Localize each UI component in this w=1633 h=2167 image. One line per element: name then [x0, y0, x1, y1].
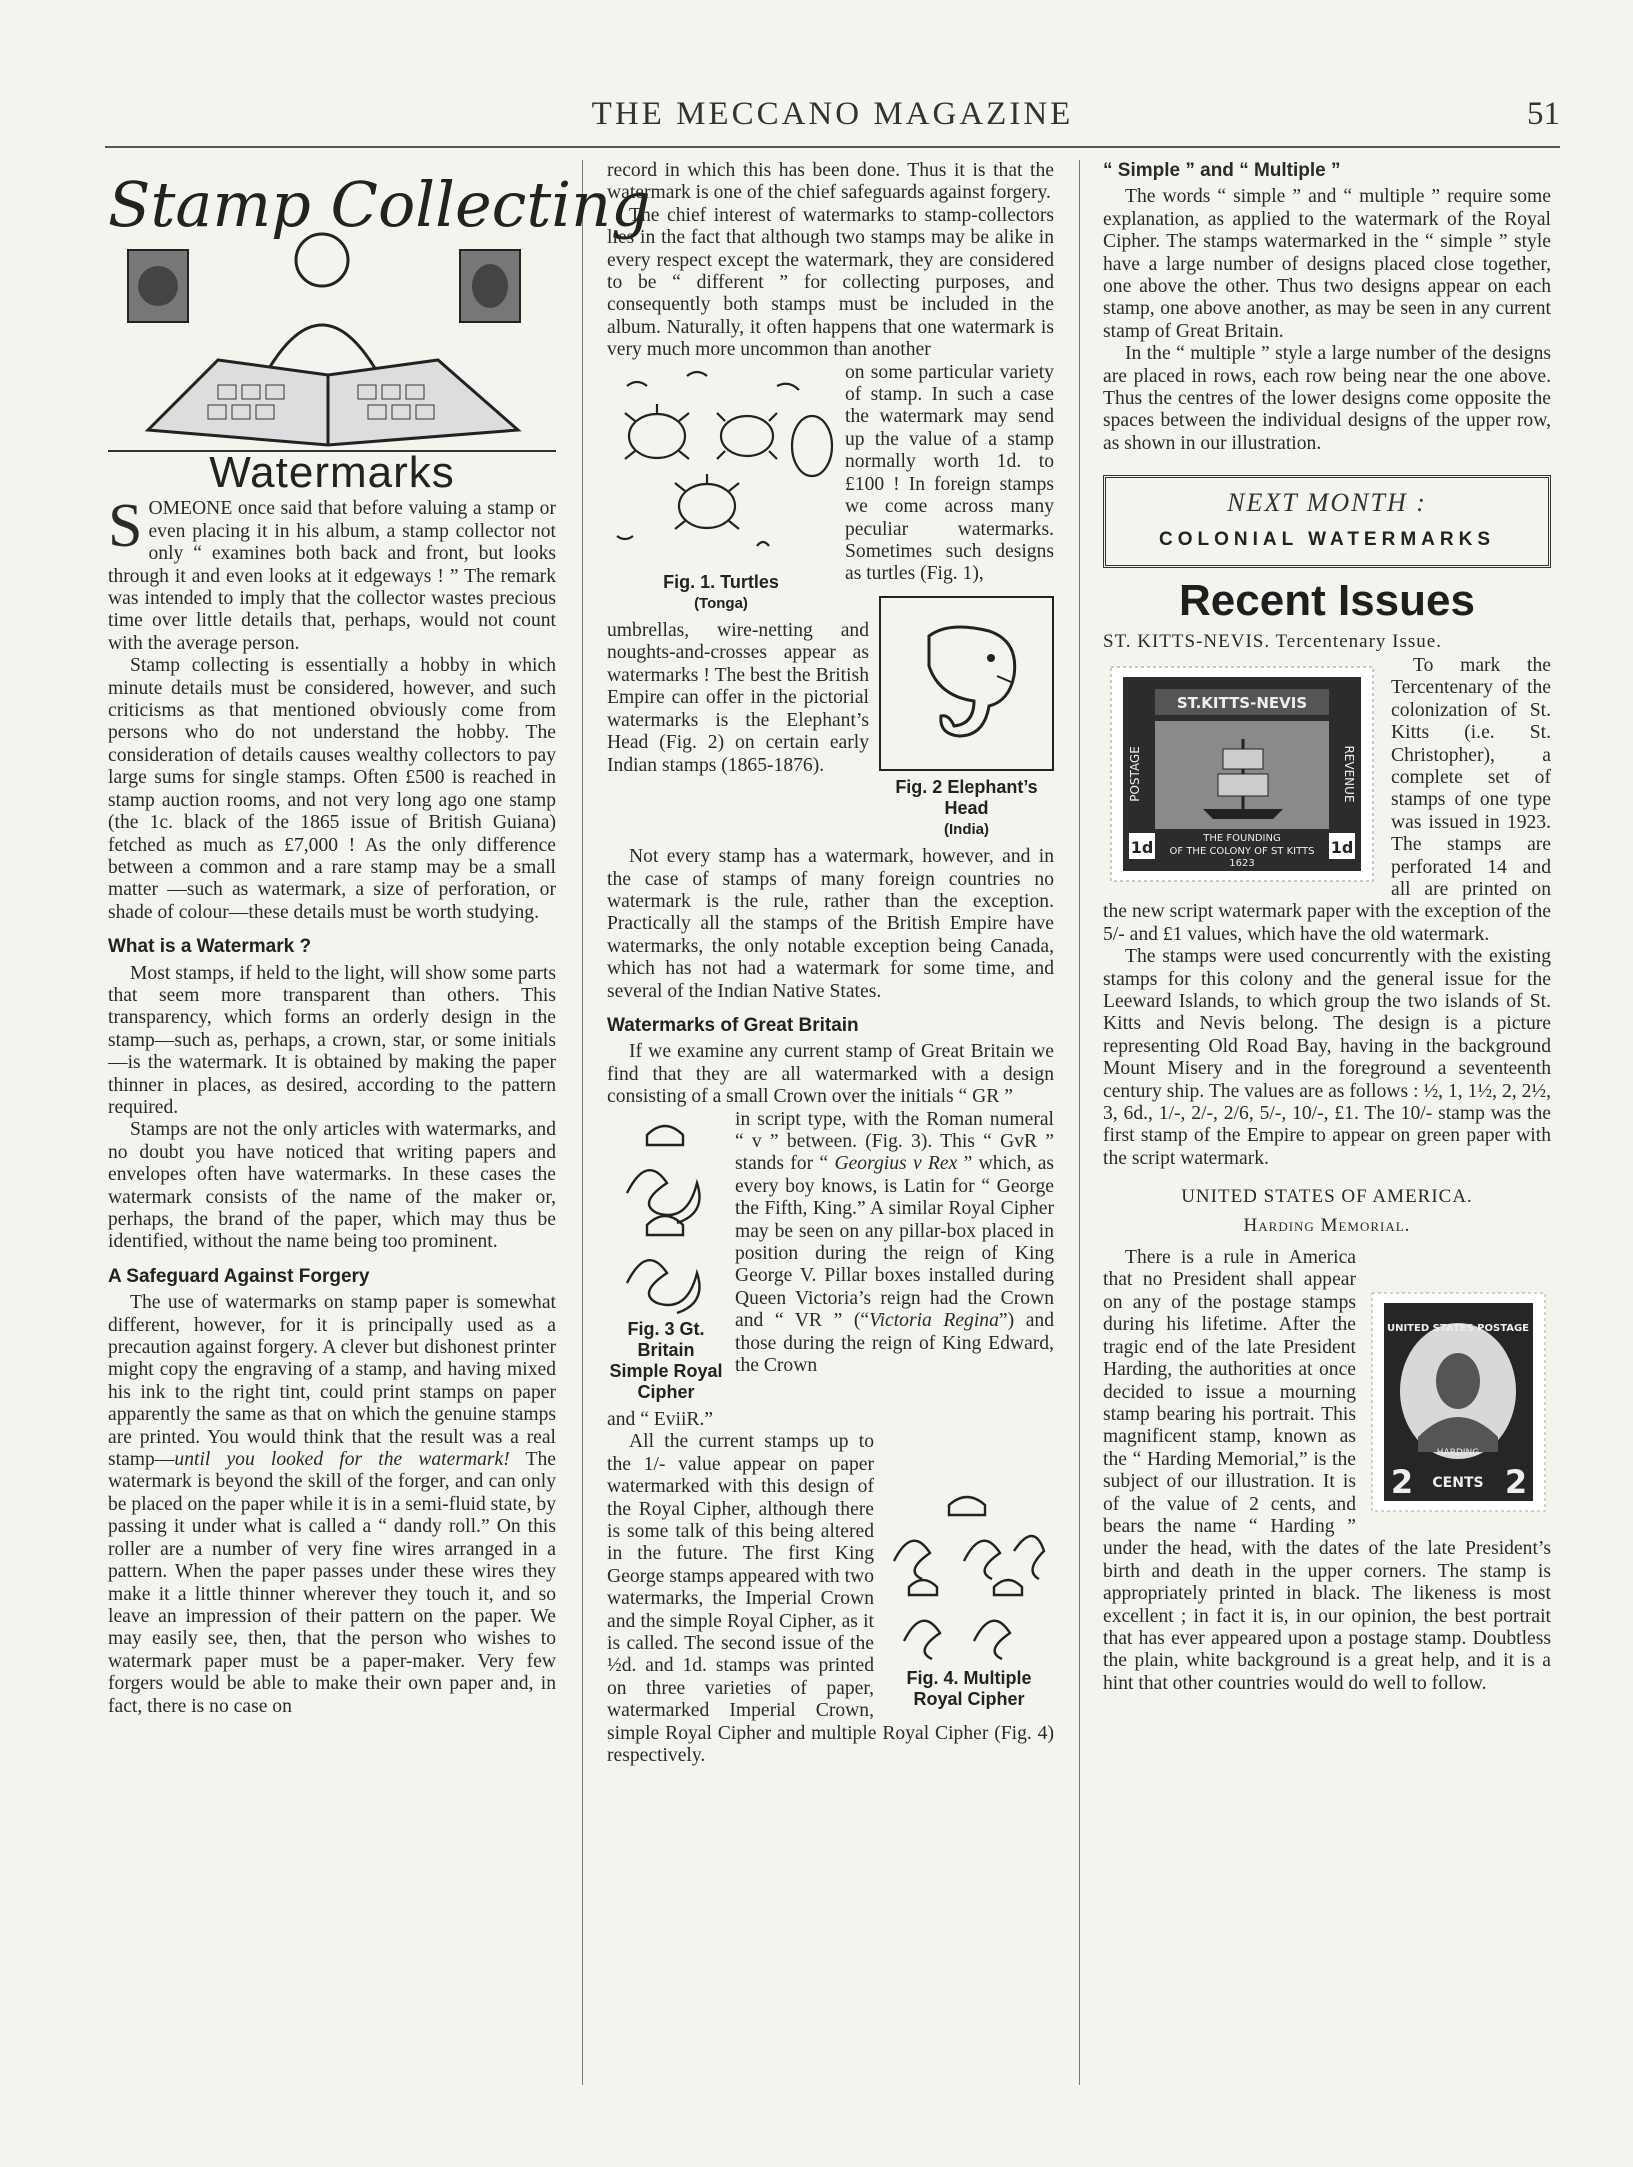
magazine-title: THE MECCANO MAGAZINE: [591, 96, 1074, 132]
mid-paragraph-6: All the current stamps up to the 1/- value appear on paper watermarked with this design of the Royal Cipher, although there is some talk of this being altered in the future. The first King George stamps appeared with two watermarks, the Imperial Crown and the simple Royal Cipher, as it is called. The second issue of the ½d. and 1d. stamps was printed on three varieties of paper, watermarked Imperial Crown, simple Royal Cipher and multiple Royal Cipher (Fig. 4) respectively.: [607, 1431, 1054, 1767]
safeguard-paragraph: The use of watermarks on stamp paper is somewhat different, however, for it is principally used as a precaution against forgery. A clever but dishonest printer might copy the engraving of a stamp, and having mixed his ink to the right tint, could print stamps on paper apparently the same as that on which the genuine stamps are printed. You would think that the result was a real stamp—until you looked for the watermark! The watermark is beyond the skill of the forger, and can only be placed on the paper while it is in a semi-fluid state, by passing it under what is called a “ dandy roll.” On this roller are a number of very fine wires arranged in a pattern. When the paper passes under these wires they make it a little thinner wherever they touch it, and so leave an impression of their pattern on the paper. We may easily see, then, that the person who wishes to watermark paper must be a paper-maker. Very few forgers would be able to make their own paper and, in fact, there is no case on: [108, 1292, 556, 1717]
column-divider-2: [1079, 160, 1080, 2085]
figure-4: [884, 1491, 1054, 1709]
drop-cap: S: [108, 492, 143, 561]
turtles-watermark-icon: [607, 366, 835, 566]
usa-heading: UNITED STATES OF AMERICA.: [1181, 1186, 1473, 1208]
watermarks-heading: Watermarks: [209, 448, 455, 497]
next-month-topic: COLONIAL WATERMARKS: [1158, 528, 1495, 550]
figure-1: [607, 366, 835, 614]
what-is-watermark-heading: What is a Watermark ?: [108, 936, 312, 958]
mid-paragraph-5: If we examine any current stamp of Great Britain we find that they are all watermarked with a design consisting of a small Crown over the initials “ GR ”: [607, 1041, 1054, 1108]
st-kitts-heading: ST. KITTS-NEVIS. Tercentenary Issue.: [1103, 630, 1442, 652]
stamp1-right-text: REVENUE: [1342, 745, 1356, 803]
stamp1-year: 1623: [1229, 857, 1255, 869]
st-kitts-stamp: [1103, 659, 1381, 889]
usa-subheading: Harding Memorial.: [1243, 1214, 1411, 1236]
mid-paragraph-2: The chief interest of watermarks to stamp-collectors lies in the fact that although two stamps may be alike in every respect except the watermark, they are considered to be “ different ” for collecting purposes, and consequently both stamps must be included in the album. Naturally, it often happens that one watermark is very much more uncommon than another: [607, 204, 1054, 361]
what-paragraph-1: Most stamps, if held to the light, will show some parts that seem more transparent than others. This transparency, which forms an orderly design in the stamp—such as, perhaps, a crown, star, or some initials—is the watermark. It is obtained by making the paper thinner in places, as desired, according to the pattern required.: [108, 962, 556, 1118]
right-paragraph-2: In the “ multiple ” style a large number of the designs are placed in rows, each row being near the one above. Thus the centres of the lower designs come opposite the spaces between the individual designs of the upper row, as shown in our illustration.: [1103, 343, 1551, 454]
page-number: 51: [1527, 96, 1560, 132]
mid-paragraph-4: Not every stamp has a watermark, however, and in the case of stamps of many foreign countries no watermark is the rule, rather than the exception. Practically all the stamps of the British Empire have watermarks, the only notable exception being Canada, which has not had a watermark for some time, and several of the Indian Native States.: [607, 846, 1054, 1002]
stamp1-value-left: 1d: [1130, 837, 1154, 857]
column-middle: [607, 160, 1054, 2085]
stamp2-name: HARDING: [1436, 1448, 1480, 1459]
elephant-head-watermark-icon: [879, 596, 1054, 771]
harding-stamp: [1366, 1287, 1551, 1517]
great-britain-heading: Watermarks of Great Britain: [607, 1014, 859, 1036]
mid-paragraph-5-cont: in script type, with the Roman numeral “ v ” between. (Fig. 3). This “ GvR ” stands for “ Georgius v Rex ” which, as every boy knows, is Latin for “ George the Fifth, King.” A similar Royal Cipher may be seen on any pillar-box placed in position during the reign of King George V. Pillar boxes installed during Queen Victoria’s reign had the Crown and “ VR ” (“Victoria Regina”) and those during the reign of King Edward, the Crown: [735, 1108, 1055, 1377]
column-right: [1103, 160, 1551, 2085]
usa-paragraph: There is a rule in America that no President shall appear on any of the postage stamps during his lifetime. After the tragic end of the late President Harding, the authorities at once decided to issue a mourning stamp bearing his portrait. This magnificent stamp, known as the “ Harding Memorial,” is the subject of our illustration. It is of the value of 2 cents, and bears the name “ Harding ” under the head, with the dates of the late President’s birth and death in the upper corners. The stamp is appropriately printed in black. The likeness is most excellent ; in fact it is, in our opinion, the best portrait that has ever appeared upon a postage stamp. Doubtless the plain, white background is a great help, and it is a hint that other countries would do well to follow.: [1103, 1247, 1551, 1694]
mid-paragraph-2-cont: on some particular variety of stamp. In such a case the watermark may send up the value of a stamp normally worth 1d. to £100 ! In foreign stamps we come across many peculiar watermarks. Sometimes such designs as turtles (Fig. 1),: [845, 361, 1054, 585]
simple-multiple-heading: “ Simple ” and “ Multiple ”: [1103, 160, 1341, 181]
next-month-box: [1103, 475, 1551, 568]
what-paragraph-2: Stamps are not the only articles with watermarks, and no doubt you have noticed that writing papers and envelopes often have watermarks. In these cases the watermark consists of the name of the maker or, perhaps, the brand of the paper, which may thus be identified, without the name being too prominent.: [108, 1119, 556, 1253]
stamp1-bottom-text-2: OF THE COLONY OF ST KITTS: [1169, 845, 1315, 857]
fig1-subcaption: (Tonga): [694, 595, 748, 613]
harding-stamp-image: [1366, 1287, 1551, 1517]
stamp2-value-left: 2: [1390, 1463, 1414, 1502]
st-kitts-paragraph-2: The stamps were used concurrently with the existing stamps for this colony and the general issue for the Leeward Islands, to which group the two islands of St. Kitts and Nevis belong. The design is a picture representing Old Road Bay, having in the background Mount Misery and in the foreground a seventeenth century ship. The values are as follows : ½, 1, 1½, 2, 2½, 3, 6d., 1/-, 2/-, 2/6, 5/-, 10/-, £1. The 10/- stamp was the first stamp of the Empire to appear on green paper with the script watermark.: [1103, 946, 1551, 1169]
stamp1-bottom-text-1: THE FOUNDING: [1203, 832, 1281, 844]
banner-illustration-icon: [108, 160, 651, 450]
safeguard-heading: A Safeguard Against Forgery: [108, 1265, 370, 1287]
mid-paragraph-3: umbrellas, wire-netting and noughts-and-crosses appear as watermarks ! The best the British Empire can offer in the pictorial watermarks is the Elephant’s Head (Fig. 2) on certain early Indian stamps (1865-1876).: [607, 620, 869, 776]
stamp1-left-text: POSTAGE: [1128, 746, 1142, 802]
st-kitts-paragraph: To mark the Tercentenary of the colonization of St. Kitts (i.e. St. Christopher), a complete set of stamps of one type was issued in 1923. The stamps are perforated 14 and all are printed on the new script watermark paper with the exception of the 5/- and £1 values, which have the old watermark.: [1103, 654, 1551, 945]
mid-paragraph-5-end: and “ EviiR.”: [607, 1409, 714, 1430]
figure-3: [607, 1113, 725, 1403]
next-month-label: NEXT MONTH :: [1227, 488, 1427, 518]
header-rule: [105, 146, 1560, 148]
fig2-caption: Fig. 2 Elephant’s Head: [895, 777, 1038, 819]
column-left: [108, 160, 651, 2085]
multiple-royal-cipher-icon: [884, 1491, 1054, 1661]
st-kitts-stamp-image: [1103, 659, 1381, 889]
column-divider-1: [582, 160, 583, 2085]
recent-issues-heading: Recent Issues: [1179, 576, 1475, 626]
running-header: [105, 96, 1560, 140]
right-paragraph-1: The words “ simple ” and “ multiple ” require some explanation, as applied to the watermark of the Royal Cipher. The stamps watermarked in the “ simple ” style have a large number of designs placed close together, one above the other. Thus two designs appear on each stamp, one above another, as may be seen in any current stamp of Great Britain.: [1103, 186, 1551, 342]
figure-2: [879, 596, 1054, 840]
intro-paragraph-2: Stamp collecting is essentially a hobby in which minute details must be considered, however, and such criticisms as that mentioned obviously come from persons who do not understand the hobby. The consideration of details causes wealthy collectors to pay large sums for single stamps. Often £500 is reached in stamp auction rooms, and not very long ago one stamp (the 1c. black of the 1865 issue of British Guiana) fetched as much as £7,000 ! As the only difference between a common and a rare stamp may be a small matter —such as watermark, a size of perforation, or shade of colour—these details must be worth studying.: [108, 655, 556, 923]
banner-title-text: Stamp Collecting: [108, 168, 651, 241]
simple-royal-cipher-icon: [607, 1113, 725, 1313]
stamp1-value-right: 1d: [1330, 837, 1354, 857]
fig4-caption: Fig. 4. Multiple Royal Cipher: [906, 1667, 1032, 1709]
intro-paragraph-1: OMEONE once said that before valuing a stamp or even placing it in his album, a stamp collector not only “ examines both back and front, but looks through it and even looks at it edgeways ! ” The remark was intended to imply that the collector wastes precious time over little details that, perhaps, would not count with the average person.: [108, 498, 556, 654]
fig3-caption: Fig. 3 Gt. Britain Simple Royal Cipher: [609, 1319, 723, 1402]
stamp2-value-right: 2: [1504, 1463, 1528, 1502]
stamp-collecting-banner: [108, 160, 651, 452]
fig1-caption: Fig. 1. Turtles: [663, 572, 779, 593]
mid-paragraph-1: record in which this has been done. Thus it is that the watermark is one of the chief safeguards against forgery.: [607, 160, 1054, 204]
fig2-subcaption: (India): [944, 821, 989, 839]
stamp2-cents: CENTS: [1432, 1475, 1484, 1492]
stamp1-top-text: ST.KITTS-NEVIS: [1176, 693, 1308, 712]
stamp2-top-text: UNITED STATES POSTAGE: [1386, 1323, 1530, 1335]
